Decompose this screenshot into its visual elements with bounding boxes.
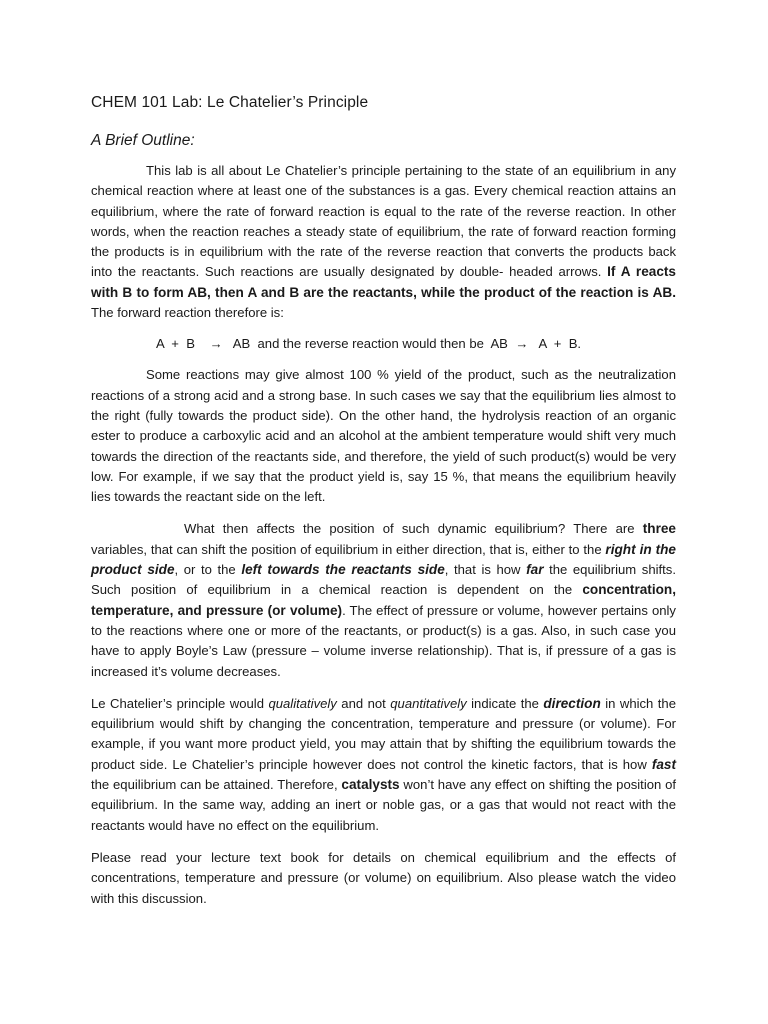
- reaction-equation: A + B → AB and the reverse reaction would then be AB → A + B.: [156, 336, 582, 352]
- italic-text: qualitatively: [268, 695, 337, 711]
- bold-italic-text: direction: [543, 695, 601, 711]
- text-run: the equilibrium shifts. Such position of equilibrium in a chemical reaction is dependent on the: [91, 562, 676, 598]
- paragraph-variables: [91, 519, 676, 681]
- text-run: and not: [336, 695, 391, 711]
- bold-text: catalysts: [341, 777, 400, 793]
- text-run: variables, that can shift the position of equilibrium in either direction, that is, either to the: [91, 541, 606, 557]
- text-run: The forward reaction therefore is:: [91, 305, 284, 321]
- page-title: CHEM 101 Lab: Le Chatelier’s Principle: [91, 94, 369, 111]
- text-run: indicate the: [466, 695, 544, 711]
- text-run: Le Chatelier’s principle would: [91, 695, 269, 711]
- bold-italic-text: far: [526, 562, 544, 578]
- bold-text: concentration, temperature, and pressure (or volume): [91, 582, 676, 618]
- text-run: . The effect of pressure or volume, however pertains only to the reactions where one or more of the reactants, or product(s) is a gas. Also, in such case you have to apply Boyle’s Law (pressure – volume inverse relationship). That is, if pressure of a gas is increased it’s volume decreases.: [91, 602, 676, 679]
- page-subtitle: A Brief Outline:: [91, 132, 195, 149]
- bold-text: three: [642, 521, 676, 537]
- paragraph-reading: Please read your lecture text book for details on chemical equilibrium and the effects of concentrations, temperature and pressure (or volume) on equilibrium. Also please watch the video with this discussion.: [91, 849, 676, 906]
- paragraph-intro: [91, 161, 676, 323]
- bold-text: If A reacts with B to form AB, then A and B are the reactants, while the product of the reaction is AB.: [91, 264, 676, 300]
- bold-italic-text: fast: [651, 756, 676, 772]
- text-run: , that is how: [444, 562, 527, 578]
- text-run: in which the equilibrium would shift by changing the concentration, temperature and pressure (or volume). For example, if you want more product yield, you may attain that by shifting the equilibrium towards the product side. Le Chatelier’s principle however does not control the kinetic factors, that is how: [91, 695, 676, 772]
- bold-italic-text: right in the product side: [91, 541, 676, 578]
- bold-italic-text: left towards the reactants side: [241, 562, 445, 578]
- italic-text: quantitatively: [390, 695, 467, 711]
- text-run: won’t have any effect on shifting the position of equilibrium. In the same way, adding an inert or noble gas, or a gas that would not react with the reactants would have no effect on the equilibrium.: [91, 777, 677, 833]
- text-run: , or to the: [174, 562, 242, 578]
- paragraph-principle: [91, 694, 676, 836]
- text-run: the equilibrium can be attained. Therefore,: [91, 777, 342, 793]
- text-run: This lab is all about Le Chatelier’s principle pertaining to the state of an equilibrium in any chemical reaction where at least one of the substances is a gas. Every chemical reaction attains an equilibrium, where the rate of forward reaction is equal to the rate of the reverse reaction. In other words, when the reaction reaches a steady state of equilibrium, the rate of forward reaction forming the products is in equilibrium with the rate of the reverse reaction that converts the products back into the reactants. Such reactions are usually designated by double- headed arrows.: [91, 163, 676, 280]
- text-run: What then affects the position of such dynamic equilibrium? There are: [184, 521, 643, 537]
- paragraph-yield: Some reactions may give almost 100 % yield of the product, such as the neutralization reactions of a strong acid and a strong base. In such cases we say that the equilibrium lies almost to the right (fully towards the product side). On the other hand, the hydrolysis reaction of an organic ester to produce a carboxylic acid and an alcohol at the ambient temperature would shift very much towards the direction of the reactants side, and therefore, the yield of such product(s) would be very low. For example, if we say that the product yield is, say 15 %, that means the equilibrium heavily lies towards the reactant side on the left.: [91, 367, 676, 505]
